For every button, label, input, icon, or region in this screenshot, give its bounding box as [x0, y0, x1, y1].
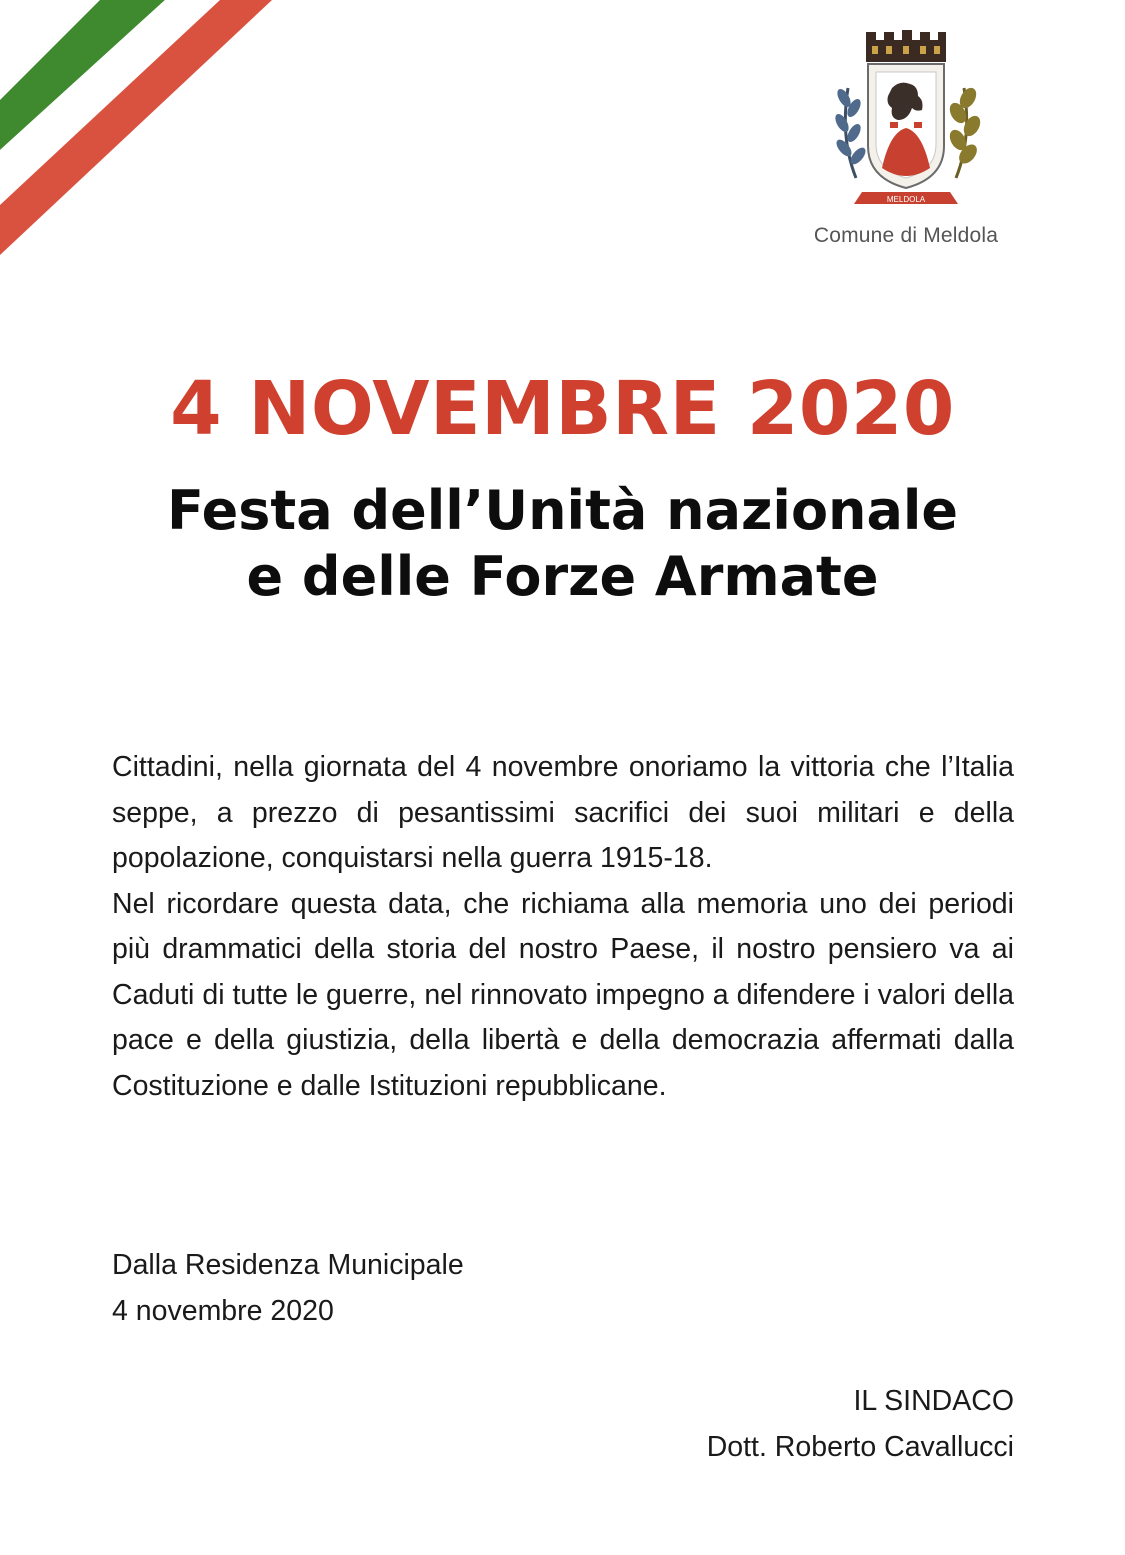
date-title: 4 NOVEMBRE 2020: [170, 366, 955, 452]
event-subtitle: [0, 478, 1125, 610]
body-paragraph-1: Cittadini, nella giornata del 4 novembre onoriamo la vittoria che l’Italia seppe, a prezzo di pesantissimi sacrifici dei suoi militari e della popolazione, conquistarsi nella guerra 1915-18.: [112, 751, 1014, 874]
municipal-crest-block: [790, 28, 1022, 248]
signatory-role: IL SINDACO: [853, 1385, 1014, 1417]
subtitle-line-1: Festa dell’Unità nazionale: [166, 479, 959, 542]
crown-icon: [866, 30, 946, 62]
oak-branch-icon: [946, 85, 983, 178]
place-date-block: [112, 1243, 464, 1334]
coat-of-arms-icon: [826, 28, 986, 218]
comune-name: Comune di Meldola: [813, 224, 999, 247]
signature-block: [707, 1379, 1014, 1470]
signatory-name: Dott. Roberto Cavallucci: [706, 1430, 1014, 1463]
laurel-branch-icon: [833, 87, 869, 178]
shield-icon: [868, 64, 944, 188]
body-paragraph-2: Nel ricordare questa data, che richiama alla memoria uno dei periodi più drammatici della storia del nostro Paese, il nostro pensiero va ai Caduti di tutte le guerre, nel rinnovato impegno a difendere i valori della pace e della giustizia, della libertà e della democrazia affermati dalla Costituzione e dalle Istituzioni repubblicane.: [112, 887, 1014, 1102]
crest-motto: MELDOLA: [886, 195, 926, 204]
subtitle-line-2: e delle Forze Armate: [246, 545, 879, 608]
motto-ribbon: [854, 192, 958, 204]
message-body: [112, 745, 1014, 1109]
date-text: 4 novembre 2020: [112, 1294, 334, 1327]
tricolore-stripes: [0, 0, 300, 300]
place-text: Dalla Residenza Municipale: [112, 1249, 464, 1281]
